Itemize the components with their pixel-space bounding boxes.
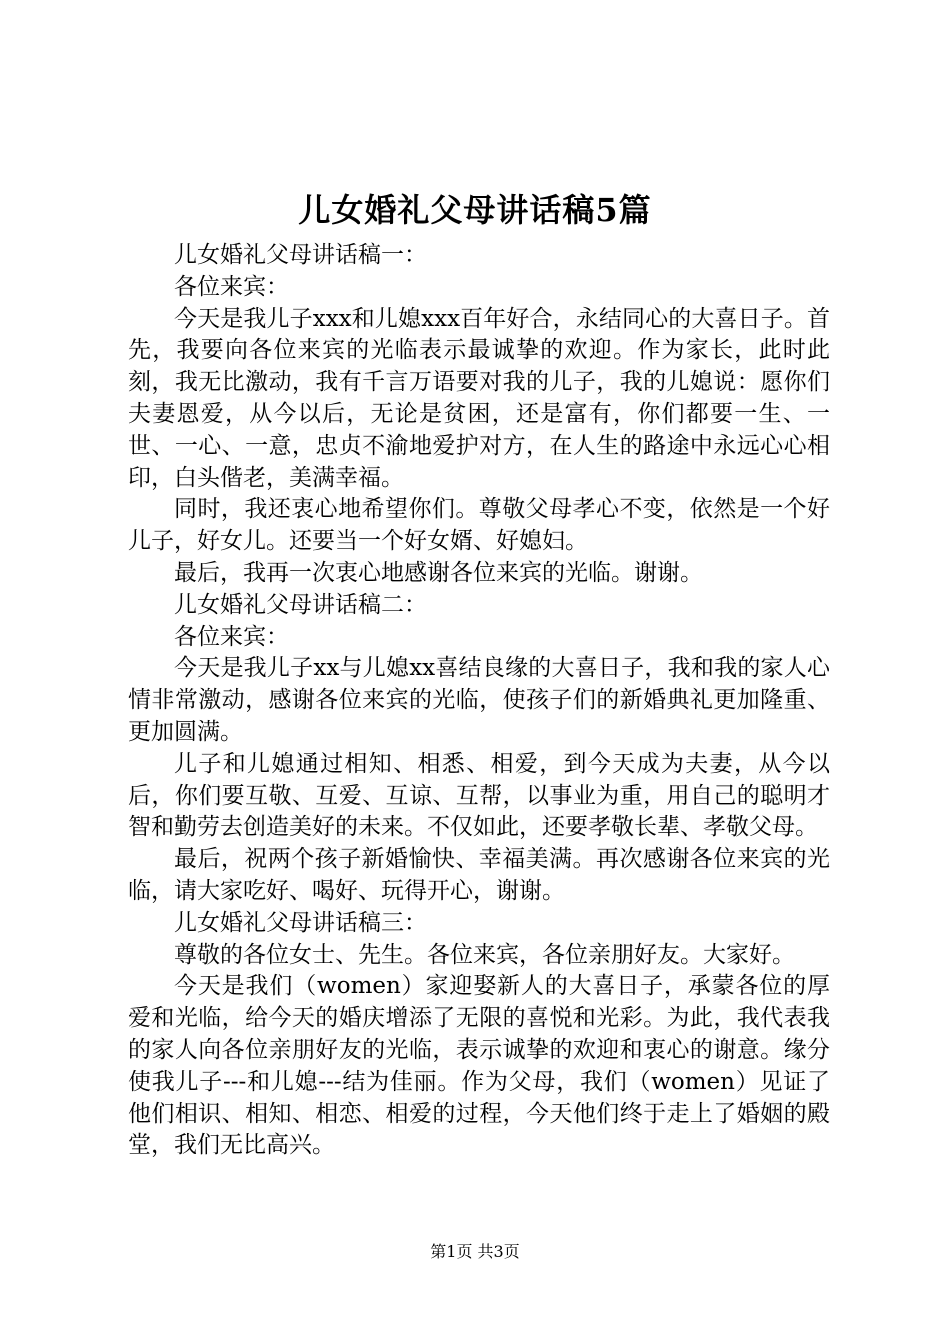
- document-title: 儿女婚礼父母讲话稿5篇: [298, 191, 652, 229]
- paragraph: 尊敬的各位女士、先生。各位来宾，各位亲朋好友。大家好。: [174, 941, 795, 968]
- salutation: 各位来宾：: [174, 623, 289, 650]
- document-body: [128, 240, 830, 1162]
- paragraph: 最后，我再一次衷心地感谢各位来宾的光临。谢谢。: [174, 559, 703, 586]
- paragraph: 最后，祝两个孩子新婚愉快、幸福美满。再次感谢各位来宾的光临，请大家吃好、喝好、玩得开心，谢谢。: [128, 846, 830, 904]
- paragraph: 儿子和儿媳通过相知、相悉、相爱，到今天成为夫妻，从今以后，你们要互敬、互爱、互谅、互帮，以事业为重，用自己的聪明才智和勤劳去创造美好的未来。不仅如此，还要孝敬长辈、孝敬父母。: [128, 750, 830, 841]
- paragraph: 今天是我们（women）家迎娶新人的大喜日子，承蒙各位的厚爱和光临，给今天的婚庆增添了无限的喜悦和光彩。为此，我代表我的家人向各位亲朋好友的光临，表示诚挚的欢迎和衷心的谢意。缘分使我儿子---和儿媳---结为佳丽。作为父母，我们（women）见证了他们相识、相知、相恋、相爱的过程，今天他们终于走上了婚姻的殿堂，我们无比高兴。: [128, 973, 830, 1159]
- page-footer: 第1页 共3页: [430, 1242, 520, 1261]
- paragraph: 同时，我还衷心地希望你们。尊敬父母孝心不变，依然是一个好儿子，好女儿。还要当一个好女婿、好媳妇。: [128, 496, 830, 555]
- section-heading-2: 儿女婚礼父母讲话稿二：: [174, 591, 427, 618]
- paragraph: 今天是我儿子xx与儿媳xx喜结良缘的大喜日子，我和我的家人心情非常激动，感谢各位来宾的光临，使孩子们的新婚典礼更加隆重、更加圆满。: [128, 655, 830, 745]
- salutation: 各位来宾：: [174, 273, 289, 300]
- section-heading-3: 儿女婚礼父母讲话稿三：: [174, 909, 427, 936]
- section-heading-1: 儿女婚礼父母讲话稿一：: [174, 242, 427, 268]
- paragraph: 今天是我儿子xxx和儿媳xxx百年好合，永结同心的大喜日子。首先，我要向各位来宾的光临表示最诚挚的欢迎。作为家长，此时此刻，我无比激动，我有千言万语要对我的儿子，我的儿媳说：愿你们夫妻恩爱，从今以后，无论是贫困，还是富有，你们都要一生、一世、一心、一意，忠贞不渝地爱护对方，在人生的路途中永远心心相印，白头偕老，美满幸福。: [128, 305, 830, 491]
